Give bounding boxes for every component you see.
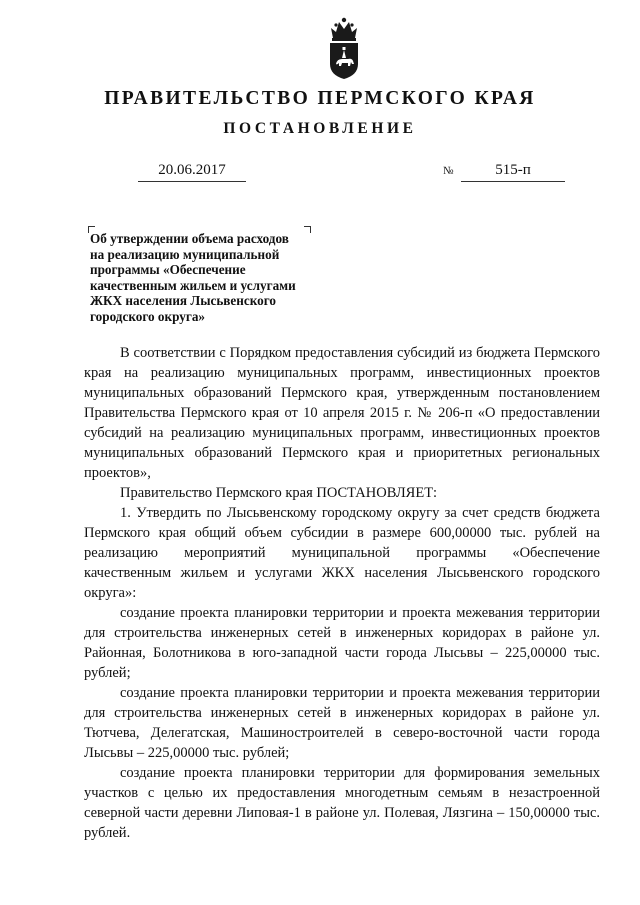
document-subject: Об утверждении объема расходов на реализацию муниципальной программы «Обеспечение качественным жильем и услугами ЖКХ населения Лысьвенского городского округа»: [90, 231, 296, 324]
paragraph-item-1: 1. Утвердить по Лысьвенскому городскому округу за счет средств бюджета Пермского края общий объем субсидии в размере 600,00000 тыс. рублей на реализацию мероприятий муниципальной программы «Обеспечение качественным жильем и услугами ЖКХ населения Лысьвенского городского округа»:: [84, 505, 600, 601]
paragraph-basis: В соответствии с Порядком предоставления субсидий из бюджета Пермского края на реализацию муниципальных программ, инвестиционных проектов муниципальных образований Пермского края, утвержденным постановлением Правительства Пермского края от 10 апреля 2015 г. № 206-п «О предоставлении субсидий на реализацию муниципальных программ, инвестиционных проектов муниципальных образований Пермского края и приоритетных региональных проектов»,: [84, 345, 600, 481]
document-number-block: [443, 162, 569, 182]
paragraph-project-1: создание проекта планировки территории и проекта межевания территории для строительства инженерных сетей в инженерных коридорах в районе ул. Районная, Болотникова в юго-западной части города Лысьвы – 225,00000 тыс. рублей;: [84, 605, 600, 681]
document-number: 515-п: [461, 162, 565, 182]
document-type: ПОСТАНОВЛЕНИЕ: [223, 120, 417, 137]
coat-of-arms-icon: [327, 14, 361, 80]
document-body: [84, 343, 600, 843]
paragraph-resolves: Правительство Пермского края ПОСТАНОВЛЯЕТ:: [120, 485, 438, 501]
paragraph-project-2: создание проекта планировки территории и проекта межевания территории для строительства инженерных сетей в инженерных коридорах в районе ул. Тютчева, Делегатская, Машиностроителей в северо-восточной части города Лысьвы – 225,00000 тыс. рублей;: [84, 685, 600, 761]
paragraph-project-3: создание проекта планировки территории для формирования земельных участков с целью их предоставления многодетным семьям в незастроенной северной части деревни Липовая-1 в районе ул. Полевая, Лязгина – 150,00000 тыс. рублей.: [84, 765, 600, 841]
number-sign: №: [443, 165, 454, 177]
subject-bracket-right: [304, 226, 311, 233]
government-title: ПРАВИТЕЛЬСТВО ПЕРМСКОГО КРАЯ: [104, 88, 536, 109]
document-date: 20.06.2017: [138, 162, 246, 182]
